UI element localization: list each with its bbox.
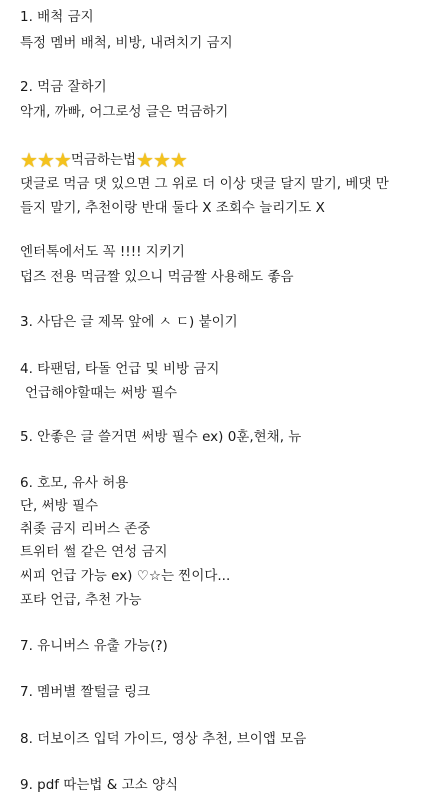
star-heading-label: 먹금하는법 — [70, 152, 137, 168]
star-icon: ★ — [152, 148, 171, 172]
rule-1-title: 1. 배척 금지 — [20, 9, 94, 25]
rule-7a: 7. 유니버스 유출 가능(?) — [20, 638, 168, 654]
star-icon: ★ — [53, 148, 72, 172]
star-heading — [20, 150, 187, 170]
rule-2-text: 악개, 까빠, 어그로성 글은 먹금하기 — [20, 104, 229, 120]
rule-2-title: 2. 먹금 잘하기 — [20, 79, 107, 95]
star-icon: ★ — [169, 148, 188, 172]
star-icon: ★ — [36, 148, 55, 172]
star-icon: ★ — [136, 148, 154, 172]
rule-8: 8. 더보이즈 입덕 가이드, 영상 추천, 브이앱 모음 — [20, 731, 307, 747]
star-icon: ★ — [20, 148, 38, 172]
rule-9: 9. pdf 따는법 & 고소 양식 — [20, 777, 179, 793]
rule-6-line-4: 씨피 언급 가능 ex) ♡☆는 찐이다... — [20, 568, 231, 584]
rule-6-title: 6. 호모, 유사 허용 — [20, 475, 129, 491]
rule-6-line-1: 단, 써방 필수 — [20, 498, 99, 514]
rule-6-line-3: 트위터 썰 같은 연성 금지 — [20, 544, 168, 560]
muting-image-rule: 덥즈 전용 먹금짤 있으니 먹금짤 사용해도 좋음 — [20, 269, 294, 285]
muting-rule-line-2: 들지 말기, 추천이랑 반대 둘다 X 조회수 늘리기도 X — [20, 200, 325, 216]
muting-rule-line-1: 댓글로 먹금 댓 있으면 그 위로 더 이상 댓글 달지 말기, 베댓 만 — [20, 176, 389, 192]
rule-7b: 7. 멤버별 짤털글 링크 — [20, 684, 151, 700]
rule-6-line-2: 취좆 금지 리버스 존중 — [20, 521, 151, 537]
rule-6-line-5: 포타 언급, 추천 가능 — [20, 592, 142, 608]
entertalk-rule: 엔터톡에서도 꼭 !!!! 지키기 — [20, 244, 185, 260]
rule-4-title: 4. 타팬덤, 타돌 언급 및 비방 금지 — [20, 361, 220, 377]
rule-3: 3. 사담은 글 제목 앞에 ㅅ ㄷ) 붙이기 — [20, 314, 238, 330]
rule-4-text: 언급해야할때는 써방 필수 — [25, 385, 178, 401]
rule-1-text: 특정 멤버 배척, 비방, 내려치기 금지 — [20, 35, 233, 51]
rule-5: 5. 안좋은 글 쓸거면 써방 필수 ex) 0훈,현채, 뉴 — [20, 429, 302, 445]
